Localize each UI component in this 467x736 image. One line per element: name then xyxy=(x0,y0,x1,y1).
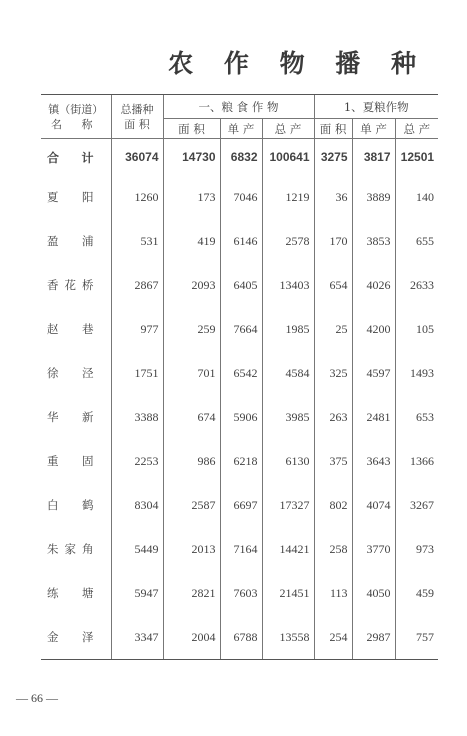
cell-grain-yield: 7664 xyxy=(220,307,262,351)
table-row xyxy=(41,219,438,263)
cell-total-area: 1260 xyxy=(111,175,163,219)
crop-sowing-table xyxy=(41,94,438,660)
cell-grain-yield: 6697 xyxy=(220,483,262,527)
header-total-area-line2: 面 积 xyxy=(124,117,150,131)
cell-grain-yield: 7046 xyxy=(220,175,262,219)
cell-summer-output: 140 xyxy=(395,175,438,219)
region-name: 夏 阳 xyxy=(47,190,95,204)
header-grain-area: 面 积 xyxy=(163,119,220,139)
cell-grain-output: 13558 xyxy=(262,615,314,660)
region-name: 香花桥 xyxy=(47,278,95,292)
cell-summer-output: 1493 xyxy=(395,351,438,395)
table-row xyxy=(41,307,438,351)
header-summer-group: 1、夏粮作物 xyxy=(314,95,438,119)
cell-summer-yield: 3853 xyxy=(352,219,395,263)
cell-summer-area: 36 xyxy=(314,175,352,219)
cell-summer-yield: 4200 xyxy=(352,307,395,351)
region-name: 赵 巷 xyxy=(47,322,95,336)
cell-grain-output: 14421 xyxy=(262,527,314,571)
table-row xyxy=(41,175,438,219)
cell-summer-area: 375 xyxy=(314,439,352,483)
cell-summer-output: 3267 xyxy=(395,483,438,527)
cell-total-area: 2867 xyxy=(111,263,163,307)
table-body xyxy=(41,139,438,660)
cell-total-area: 1751 xyxy=(111,351,163,395)
cell-summer-yield: 3889 xyxy=(352,175,395,219)
table-row xyxy=(41,615,438,660)
cell-total-area: 5449 xyxy=(111,527,163,571)
cell-grain-area: 2821 xyxy=(163,571,220,615)
cell-grain-output: 4584 xyxy=(262,351,314,395)
cell-total-area: 5947 xyxy=(111,571,163,615)
table-row xyxy=(41,439,438,483)
cell-grain-output: 100641 xyxy=(262,139,314,176)
cell-summer-yield: 4050 xyxy=(352,571,395,615)
cell-summer-output: 653 xyxy=(395,395,438,439)
page-number: — 66 — xyxy=(16,691,58,705)
table-row xyxy=(41,263,438,307)
cell-grain-area: 2013 xyxy=(163,527,220,571)
cell-grain-yield: 6405 xyxy=(220,263,262,307)
region-name: 华 新 xyxy=(47,410,95,424)
cell-summer-yield: 2987 xyxy=(352,615,395,660)
cell-summer-yield: 3643 xyxy=(352,439,395,483)
cell-summer-area: 25 xyxy=(314,307,352,351)
table-row-total xyxy=(41,139,438,176)
cell-summer-yield: 3817 xyxy=(352,139,395,176)
cell-grain-area: 173 xyxy=(163,175,220,219)
cell-summer-area: 258 xyxy=(314,527,352,571)
table-row xyxy=(41,395,438,439)
cell-summer-area: 254 xyxy=(314,615,352,660)
header-grain-group: 一、粮 食 作 物 xyxy=(163,95,314,119)
cell-grain-area: 986 xyxy=(163,439,220,483)
cell-grain-yield: 7164 xyxy=(220,527,262,571)
header-region-line2: 名 称 xyxy=(51,117,101,131)
header-total-area xyxy=(111,95,163,139)
cell-summer-area: 654 xyxy=(314,263,352,307)
header-total-area-line1: 总播种 xyxy=(120,102,154,116)
cell-summer-output: 973 xyxy=(395,527,438,571)
cell-total-area: 8304 xyxy=(111,483,163,527)
cell-summer-yield: 4074 xyxy=(352,483,395,527)
cell-summer-output: 757 xyxy=(395,615,438,660)
cell-grain-area: 14730 xyxy=(163,139,220,176)
cell-grain-output: 6130 xyxy=(262,439,314,483)
cell-grain-yield: 5906 xyxy=(220,395,262,439)
table-row xyxy=(41,483,438,527)
cell-grain-output: 21451 xyxy=(262,571,314,615)
cell-summer-yield: 4597 xyxy=(352,351,395,395)
region-name: 白 鹤 xyxy=(47,498,95,512)
cell-grain-area: 674 xyxy=(163,395,220,439)
cell-grain-area: 701 xyxy=(163,351,220,395)
cell-summer-area: 802 xyxy=(314,483,352,527)
cell-grain-output: 17327 xyxy=(262,483,314,527)
region-name: 徐 泾 xyxy=(47,366,95,380)
cell-grain-yield: 6146 xyxy=(220,219,262,263)
cell-total-area: 3347 xyxy=(111,615,163,660)
cell-summer-area: 3275 xyxy=(314,139,352,176)
cell-summer-output: 655 xyxy=(395,219,438,263)
page-title: 农 作 物 播 种 xyxy=(168,49,427,78)
cell-summer-output: 1366 xyxy=(395,439,438,483)
cell-summer-output: 105 xyxy=(395,307,438,351)
cell-summer-area: 263 xyxy=(314,395,352,439)
region-name: 合 计 xyxy=(47,150,95,165)
cell-summer-output: 459 xyxy=(395,571,438,615)
table-row xyxy=(41,571,438,615)
cell-grain-output: 2578 xyxy=(262,219,314,263)
table-row xyxy=(41,351,438,395)
cell-grain-area: 2004 xyxy=(163,615,220,660)
region-name: 练 塘 xyxy=(47,586,95,600)
header-region xyxy=(41,95,111,139)
cell-summer-area: 325 xyxy=(314,351,352,395)
cell-grain-yield: 7603 xyxy=(220,571,262,615)
region-name: 重 固 xyxy=(47,454,95,468)
cell-summer-yield: 4026 xyxy=(352,263,395,307)
header-summer-output: 总 产 xyxy=(395,119,438,139)
header-region-line1: 镇（街道） xyxy=(48,102,104,116)
cell-grain-yield: 6542 xyxy=(220,351,262,395)
cell-total-area: 977 xyxy=(111,307,163,351)
cell-grain-area: 2093 xyxy=(163,263,220,307)
table-row xyxy=(41,527,438,571)
header-row-1 xyxy=(41,95,438,119)
cell-grain-yield: 6832 xyxy=(220,139,262,176)
region-name: 金 泽 xyxy=(41,615,111,660)
header-grain-output: 总 产 xyxy=(262,119,314,139)
cell-total-area: 2253 xyxy=(111,439,163,483)
cell-grain-area: 2587 xyxy=(163,483,220,527)
cell-grain-output: 13403 xyxy=(262,263,314,307)
cell-grain-output: 3985 xyxy=(262,395,314,439)
region-name: 朱家角 xyxy=(47,542,95,556)
cell-total-area: 3388 xyxy=(111,395,163,439)
cell-total-area: 36074 xyxy=(111,139,163,176)
cell-summer-output: 12501 xyxy=(395,139,438,176)
cell-grain-output: 1985 xyxy=(262,307,314,351)
cell-grain-area: 259 xyxy=(163,307,220,351)
header-grain-yield: 单 产 xyxy=(220,119,262,139)
cell-total-area: 531 xyxy=(111,219,163,263)
cell-grain-yield: 6218 xyxy=(220,439,262,483)
cell-summer-output: 2633 xyxy=(395,263,438,307)
cell-summer-yield: 3770 xyxy=(352,527,395,571)
region-name: 盈 浦 xyxy=(47,234,95,248)
header-summer-yield: 单 产 xyxy=(352,119,395,139)
header-summer-area: 面 积 xyxy=(314,119,352,139)
cell-grain-output: 1219 xyxy=(262,175,314,219)
cell-summer-area: 170 xyxy=(314,219,352,263)
cell-summer-area: 113 xyxy=(314,571,352,615)
cell-grain-yield: 6788 xyxy=(220,615,262,660)
cell-grain-area: 419 xyxy=(163,219,220,263)
cell-summer-yield: 2481 xyxy=(352,395,395,439)
